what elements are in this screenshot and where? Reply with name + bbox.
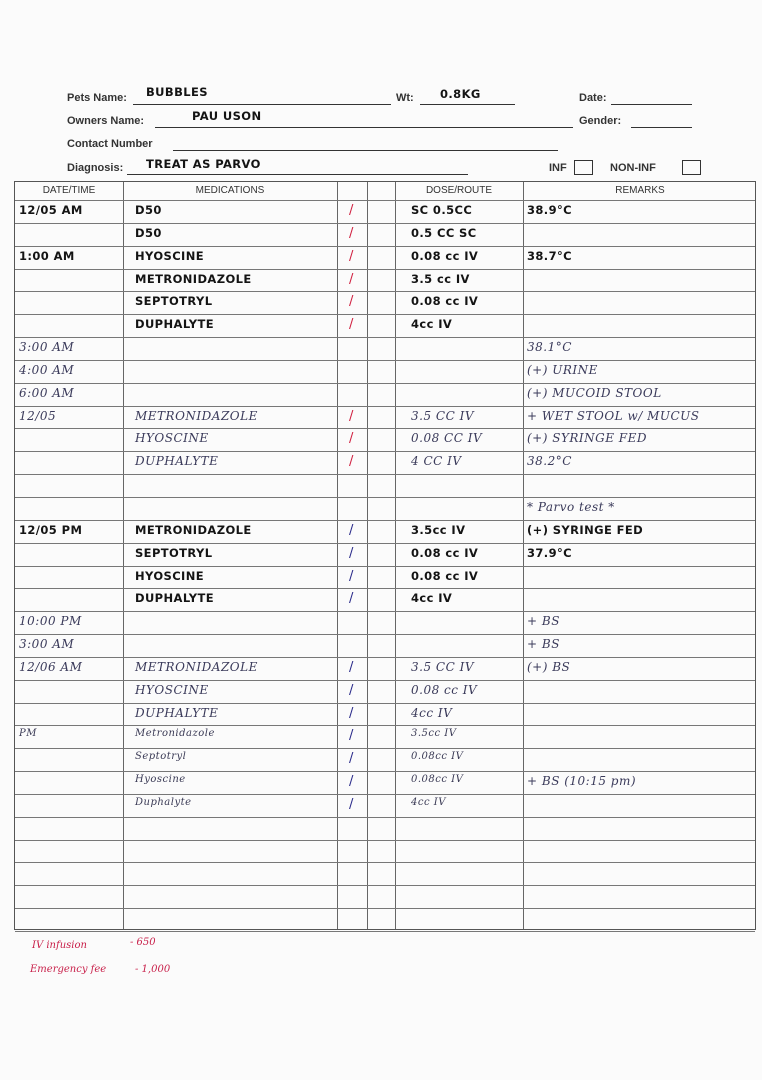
gender-label: Gender: [579,115,622,127]
contact-line [173,150,558,151]
date-cell: 3:00 AM [19,637,75,652]
dose-cell: 0.08 CC IV [411,431,483,446]
dose-cell: 4cc IV [411,796,446,808]
date-cell: 12/05 AM [19,203,83,217]
dose-cell: 3.5 CC IV [411,659,474,674]
check-cell: / [349,408,354,424]
remark-cell: * Parvo test * [527,499,615,514]
check-cell: / [349,682,354,698]
dose-cell: 0.08 cc IV [411,568,479,583]
dose-cell: 3.5cc IV [411,728,457,740]
dose-cell: 4 CC IV [411,454,462,469]
remark-cell: (+) SYRINGE FED [527,522,644,537]
medication-cell: HYOSCINE [135,431,209,446]
medication-cell: METRONIDAZOLE [135,408,258,423]
dose-cell: SC 0.5CC [411,203,473,217]
dose-cell: 0.08cc IV [411,751,464,763]
date-label: Date: [579,92,607,104]
medication-cell: DUPHALYTE [135,454,219,469]
iv-infusion-label: IV infusion [32,940,87,951]
date-cell: 12/05 PM [19,522,83,537]
check-cell: / [349,659,354,675]
remark-cell: 38.2°C [527,454,572,469]
medication-cell: Septotryl [135,751,187,763]
pets-name-label: Pets Name: [67,92,127,104]
diagnosis-line [127,174,468,175]
medication-cell: D50 [135,203,162,217]
dose-cell: 0.08 cc IV [411,294,479,309]
check-cell: / [349,796,354,812]
date-cell: 12/06 AM [19,659,83,674]
header-date-time: DATE/TIME [42,185,96,196]
dose-cell: 3.5 CC IV [411,408,474,423]
wt-value: 0.8KG [440,87,481,101]
date-cell: 4:00 AM [19,362,75,377]
pets-name-line [133,104,391,105]
dose-cell: 0.08 cc IV [411,248,479,263]
remark-cell: 37.9°C [527,545,572,560]
check-cell: / [349,431,354,447]
owners-name-line [155,127,573,128]
remark-cell: (+) MUCOID STOOL [527,385,662,400]
emergency-fee-label: Emergency fee [30,964,107,975]
medication-cell: Hyoscine [135,774,186,786]
check-cell: / [349,728,354,744]
dose-cell: 3.5cc IV [411,522,466,537]
medication-cell: Duphalyte [135,796,192,808]
header-dose-route: DOSE/ROUTE [425,185,493,196]
dose-cell: 4cc IV [411,591,453,606]
remark-cell: 38.7°C [527,248,572,263]
date-cell: 1:00 AM [19,248,75,263]
date-cell: 3:00 AM [19,340,75,355]
medication-cell: Metronidazole [135,728,215,740]
remark-cell: + WET STOOL w/ MUCUS [527,408,700,423]
remark-cell: (+) URINE [527,362,598,377]
date-cell: 6:00 AM [19,385,75,400]
pets-name-value: BUBBLES [146,85,208,99]
check-cell: / [349,568,354,584]
date-line [611,104,692,105]
diagnosis-label: Diagnosis: [67,162,124,174]
medication-cell: METRONIDAZOLE [135,522,252,537]
header-remarks: REMARKS [615,185,665,196]
remark-cell: + BS [527,614,560,629]
medication-cell: HYOSCINE [135,568,204,583]
owners-name-label: Owners Name: [67,115,145,127]
noninf-label: NON-INF [610,162,656,174]
check-cell: / [349,591,354,607]
dose-cell: 0.08 cc IV [411,682,478,697]
check-cell: / [349,294,354,310]
medication-cell: SEPTOTRYL [135,294,213,309]
medication-cell: DUPHALYTE [135,705,219,720]
remark-cell: 38.9°C [527,203,572,217]
iv-infusion-value: - 650 [130,937,156,948]
treatment-table [14,181,756,930]
check-cell: / [349,774,354,790]
date-cell: PM [19,728,37,740]
dose-cell: 0.5 CC SC [411,225,477,240]
check-cell: / [349,271,354,287]
diagnosis-value: TREAT AS PARVO [146,157,261,171]
gender-line [631,127,692,128]
check-cell: / [349,248,354,264]
inf-label: INF [549,162,567,174]
dose-cell: 4cc IV [411,317,453,332]
remark-cell: + BS (10:15 pm) [527,774,637,789]
noninf-checkbox[interactable] [682,160,701,175]
medication-cell: DUPHALYTE [135,591,215,606]
check-cell: / [349,751,354,767]
contact-label: Contact Number [67,138,153,150]
emergency-fee-value: - 1,000 [135,964,171,975]
header-medications: MEDICATIONS [195,185,265,196]
remark-cell: 38.1°C [527,340,572,355]
check-cell: / [349,705,354,721]
dose-cell: 0.08cc IV [411,774,464,786]
check-cell: / [349,522,354,538]
check-cell: / [349,454,354,470]
medication-cell: METRONIDAZOLE [135,659,258,674]
dose-cell: 4cc IV [411,705,453,720]
date-cell: 12/05 [19,408,57,423]
dose-cell: 3.5 cc IV [411,271,470,286]
check-cell: / [349,545,354,561]
owners-name-value: PAU USON [192,109,262,123]
medication-cell: SEPTOTRYL [135,545,213,560]
medication-cell: HYOSCINE [135,248,204,263]
wt-line [420,104,515,105]
remark-cell: (+) SYRINGE FED [527,431,648,446]
remark-cell: (+) BS [527,659,571,674]
check-cell: / [349,225,354,241]
wt-label: Wt: [396,92,414,104]
dose-cell: 0.08 cc IV [411,545,479,560]
check-cell: / [349,203,354,218]
check-cell: / [349,317,354,333]
medication-cell: HYOSCINE [135,682,209,697]
remark-cell: + BS [527,637,560,652]
inf-checkbox[interactable] [574,160,593,175]
medication-cell: METRONIDAZOLE [135,271,252,286]
medication-cell: D50 [135,225,162,240]
medication-cell: DUPHALYTE [135,317,215,332]
date-cell: 10:00 PM [19,614,82,629]
